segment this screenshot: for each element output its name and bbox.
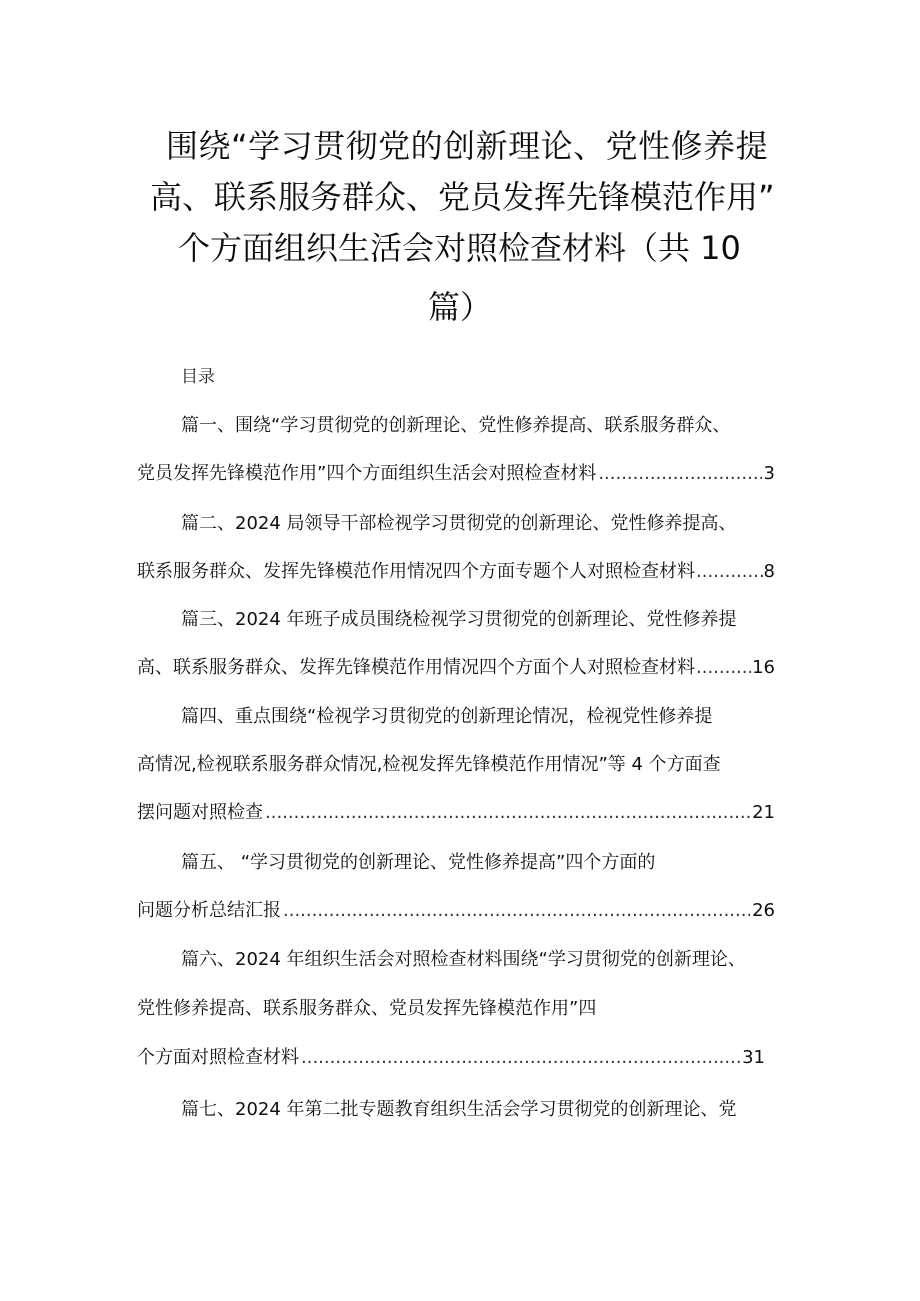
toc-entry-4-line-2[interactable]: 高情况,检视联系服务群众情况,检视发挥先锋模范作用情况”等 4 个方面查 (137, 754, 721, 775)
toc-entry-1-line-2[interactable] (137, 460, 775, 488)
toc-entry-3-line-2[interactable] (137, 654, 775, 682)
document-title-line-2: 高、联系服务群众、党员发挥先锋模范作用” (150, 178, 775, 216)
toc-entry-6-line-3[interactable] (137, 1044, 765, 1072)
toc-heading: 目录 (181, 367, 215, 387)
toc-leader-dots (598, 460, 761, 488)
toc-entry-5-line-2[interactable] (137, 897, 775, 925)
toc-entry-1-page: 3 (763, 463, 775, 484)
toc-entry-4-line-3[interactable] (137, 799, 775, 827)
toc-entry-2-text: 联系服务群众、发挥先锋模范作用情况四个方面专题个人对照检查材料 (137, 561, 695, 582)
toc-entry-1-text: 党员发挥先锋模范作用”四个方面组织生活会对照检查材料 (137, 463, 597, 484)
toc-entry-4-page: 21 (752, 802, 775, 823)
toc-entry-2-line-1[interactable]: 篇二、2024 局领导干部检视学习贯彻党的创新理论、党性修养提高、 (181, 513, 737, 534)
toc-leader-dots (301, 1044, 740, 1072)
document-title-line-1: 围绕“学习贯彻党的创新理论、党性修养提 (166, 127, 769, 165)
toc-entry-7-line-1[interactable]: 篇七、2024 年第二批专题教育组织生活会学习贯彻党的创新理论、党 (181, 1099, 737, 1120)
toc-entry-3-page: 16 (752, 657, 775, 678)
document-title-line-3: 个方面组织生活会对照检查材料（共 10 (178, 229, 741, 267)
toc-entry-6-text: 个方面对照检查材料 (137, 1047, 299, 1068)
document-title-line-4: 篇） (428, 288, 493, 326)
toc-leader-dots (696, 558, 763, 586)
toc-entry-2-page: 8 (763, 561, 775, 582)
toc-entry-6-page: 31 (742, 1047, 765, 1068)
toc-entry-4-text: 摆问题对照检查 (137, 802, 263, 823)
toc-entry-6-line-1[interactable]: 篇六、2024 年组织生活会对照检查材料围绕“学习贯彻党的创新理论、 (181, 949, 746, 970)
toc-entry-1-line-1[interactable]: 篇一、围绕“学习贯彻党的创新理论、党性修养提高、联系服务群众、 (181, 415, 731, 436)
toc-entry-6-line-2[interactable]: 党性修养提高、联系服务群众、党员发挥先锋模范作用”四 (137, 998, 597, 1019)
toc-entry-3-text: 高、联系服务群众、发挥先锋模范作用情况四个方面个人对照检查材料 (137, 657, 695, 678)
toc-entry-5-line-1[interactable]: 篇五、 “学习贯彻党的创新理论、党性修养提高”四个方面的 (181, 852, 656, 873)
toc-leader-dots (265, 799, 750, 827)
toc-entry-4-line-1[interactable]: 篇四、重点围绕“检视学习贯彻党的创新理论情况，检视党性修养提 (181, 706, 713, 727)
toc-entry-2-line-2[interactable] (137, 558, 775, 586)
toc-leader-dots (696, 654, 751, 682)
toc-entry-5-text: 问题分析总结汇报 (137, 900, 281, 921)
toc-entry-5-page: 26 (752, 900, 775, 921)
toc-leader-dots (283, 897, 750, 925)
toc-entry-3-line-1[interactable]: 篇三、2024 年班子成员围绕检视学习贯彻党的创新理论、党性修养提 (181, 609, 737, 630)
